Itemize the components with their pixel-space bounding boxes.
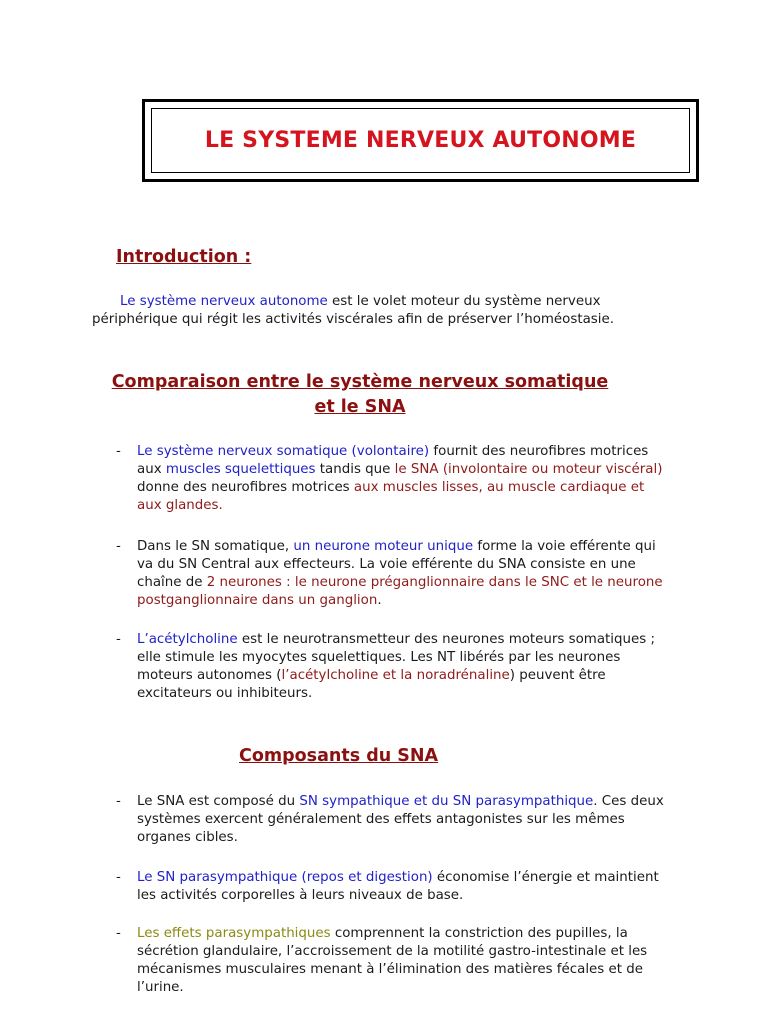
text: mécanismes musculaires menant à l’élimination des matières fécales et de	[137, 962, 643, 977]
term-muscles-lisses: aux muscles lisses, au muscle cardiaque et	[353, 480, 645, 495]
text: moteurs autonomes (	[137, 668, 282, 683]
heading-comparaison-line-1: Comparaison entre le système nerveux somatique	[111, 372, 609, 392]
term-neurone-moteur: un neurone moteur unique	[293, 539, 474, 554]
intro-line-1	[92, 293, 614, 311]
term-sympathique-parasympathique: SN sympathique et du SN parasympathique	[299, 794, 594, 809]
term-postganglionnaire: postganglionnaire dans un ganglion	[137, 593, 378, 608]
heading-composants: Composants du SNA	[239, 746, 439, 766]
list-item-text	[137, 538, 663, 610]
text: donne des neurofibres motrices	[137, 480, 354, 495]
text: ) peuvent être	[509, 668, 606, 683]
term-glandes: aux glandes.	[137, 498, 223, 513]
list-item-text	[137, 925, 647, 997]
text: l’urine.	[137, 980, 184, 995]
title-box	[142, 99, 699, 182]
text: systèmes exercent généralement des effets antagonistes sur les mêmes	[137, 812, 625, 827]
term-nt: l’acétylcholine et la noradrénaline	[281, 668, 510, 683]
term-effets-parasympathiques: Les effets parasympathiques	[137, 926, 331, 941]
term-acetylcholine: L’acétylcholine	[137, 632, 238, 647]
text: est le neurotransmetteur des neurones moteurs somatiques ;	[237, 632, 655, 647]
list-item-text	[137, 793, 664, 847]
term-muscles-squelettiques: muscles squelettiques	[165, 462, 316, 477]
intro-paragraph	[92, 293, 614, 329]
term-sn-parasympathique: Le SN parasympathique (repos et digestion)	[137, 870, 433, 885]
bullet-dash: -	[116, 870, 121, 885]
text: les activités corporelles à leurs niveaux de base.	[137, 888, 464, 903]
bullet-dash: -	[116, 926, 121, 941]
term-sna-involontaire: le SNA (involontaire ou moteur viscéral)	[394, 462, 663, 477]
intro-line-2: périphérique qui régit les activités viscérales afin de préserver l’homéostasie.	[92, 312, 614, 327]
bullet-dash: -	[116, 539, 121, 554]
heading-comparaison-line-2: et le SNA	[314, 397, 406, 417]
heading-introduction: Introduction :	[116, 247, 252, 267]
bullet-dash: -	[116, 444, 121, 459]
text: fournit des neurofibres motrices	[429, 444, 649, 459]
text: .	[377, 593, 382, 608]
bullet-dash: -	[116, 794, 121, 809]
term-somatique: Le système nerveux somatique (volontaire)	[137, 444, 430, 459]
text: Dans le SN somatique,	[137, 539, 294, 554]
text: sécrétion glandulaire, l’accroissement de la motilité gastro-intestinale et les	[137, 944, 648, 959]
text: chaîne de	[137, 575, 207, 590]
text: tandis que	[315, 462, 395, 477]
bullet-dash: -	[116, 632, 121, 647]
text: comprennent la constriction des pupilles, la	[330, 926, 628, 941]
text: va du SN Central aux effecteurs. La voie efférente du SNA consiste en une	[137, 557, 636, 572]
text: aux	[137, 462, 166, 477]
list-item-text	[137, 443, 662, 515]
text: économise l’énergie et maintient	[432, 870, 659, 885]
title-inner-frame	[151, 108, 690, 173]
text: excitateurs ou inhibiteurs.	[137, 686, 313, 701]
heading-comparaison	[100, 370, 620, 420]
term-sna: Le système nerveux autonome	[120, 294, 328, 309]
list-item-text	[137, 631, 655, 703]
text: elle stimule les myocytes squelettiques. Les NT libérés par les neurones	[137, 650, 621, 665]
document-title: LE SYSTEME NERVEUX AUTONOME	[204, 127, 637, 153]
text: forme la voie efférente qui	[473, 539, 656, 554]
list-item-text	[137, 869, 659, 905]
text: organes cibles.	[137, 830, 238, 845]
term-deux-neurones: 2 neurones : le neurone préganglionnaire dans le SNC et le neurone	[206, 575, 663, 590]
text: Le SNA est composé du	[137, 794, 300, 809]
text: . Ces deux	[593, 794, 664, 809]
intro-text-1: est le volet moteur du système nerveux	[327, 294, 601, 309]
